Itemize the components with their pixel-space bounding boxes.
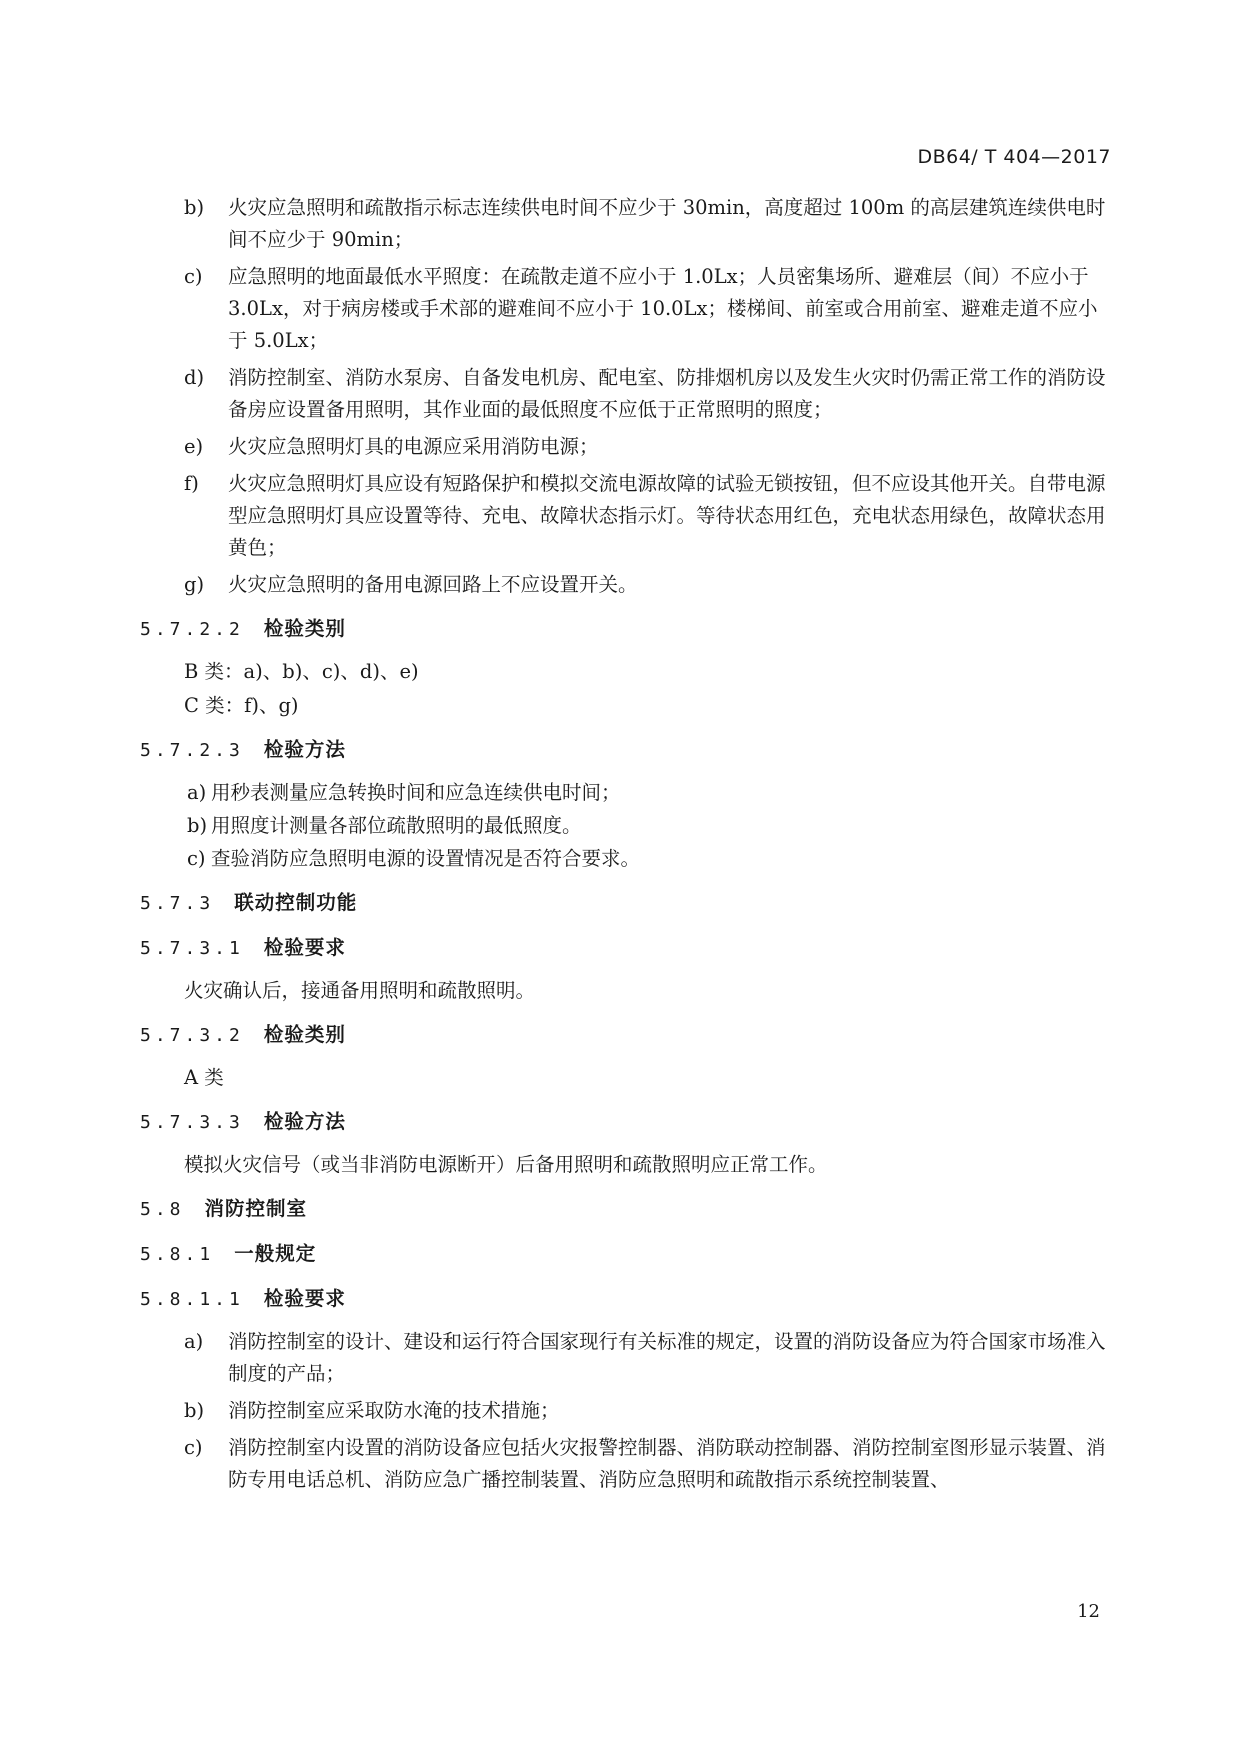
list-marker: d) <box>184 366 205 389</box>
requirement-text: 火灾确认后，接通备用照明和疏散照明。 <box>184 979 536 1002</box>
section-number: 5.7.3 <box>140 893 215 914</box>
section-heading-5-7-3-3 <box>140 1106 1112 1139</box>
method-item-a <box>140 777 1112 809</box>
list-marker: a) <box>187 781 207 804</box>
category-text: A 类 <box>184 1066 224 1089</box>
section-heading-5-8-1-1 <box>140 1283 1112 1316</box>
list-text: 应急照明的地面最低水平照度：在疏散走道不应小于 1.0Lx；人员密集场所、避难层（间）不应小于 3.0Lx，对于病房楼或手术部的避难间不应小于 10.0Lx；楼梯间、前室或合用前室、避难走道不应小于 5.0Lx； <box>228 265 1098 352</box>
list-text: 火灾应急照明灯具应设有短路保护和模拟交流电源故障的试验无锁按钮，但不应设其他开关。自带电源型应急照明灯具应设置等待、充电、故障状态指示灯。等待状态用红色，充电状态用绿色，故障状态用黄色； <box>228 472 1106 559</box>
section-title: 一般规定 <box>234 1242 317 1265</box>
list-marker: c) <box>184 265 203 288</box>
section-number: 5.7.2.2 <box>140 619 244 640</box>
section-heading-5-7-2-2 <box>140 613 1112 646</box>
list-item-e <box>140 431 1112 463</box>
list-marker: e) <box>184 435 204 458</box>
list-marker: c) <box>184 1436 203 1459</box>
section-heading-5-8 <box>140 1193 1112 1226</box>
list-item-c <box>140 261 1112 357</box>
section-heading-5-8-1 <box>140 1238 1112 1271</box>
section-title: 检验要求 <box>263 1287 346 1310</box>
list-item-g <box>140 569 1112 601</box>
section-number: 5.7.2.3 <box>140 740 244 761</box>
section-title: 检验方法 <box>263 1110 346 1133</box>
section-number: 5.8.1.1 <box>140 1289 244 1310</box>
section-number: 5.8 <box>140 1199 185 1220</box>
document-code: DB64/ T 404—2017 <box>917 146 1111 168</box>
list-text: 火灾应急照明的备用电源回路上不应设置开关。 <box>228 573 638 596</box>
requirement-item-a <box>140 1326 1112 1390</box>
section-title: 检验方法 <box>263 738 346 761</box>
list-text: 消防控制室应采取防水淹的技术措施； <box>228 1399 560 1422</box>
list-text: 查验消防应急照明电源的设置情况是否符合要求。 <box>211 847 641 870</box>
section-number: 5.7.3.2 <box>140 1025 244 1046</box>
section-heading-5-7-2-3 <box>140 734 1112 767</box>
list-text: 消防控制室的设计、建设和运行符合国家现行有关标准的规定，设置的消防设备应为符合国家市场准入制度的产品； <box>228 1330 1106 1385</box>
list-marker: f) <box>184 472 199 495</box>
method-item-b <box>140 810 1112 842</box>
list-item-d <box>140 362 1112 426</box>
section-title: 消防控制室 <box>204 1197 308 1220</box>
list-text: 消防控制室、消防水泵房、自备发电机房、配电室、防排烟机房以及发生火灾时仍需正常工作的消防设备房应设置备用照明，其作业面的最低照度不应低于正常照明的照度； <box>228 366 1106 421</box>
method-item-c <box>140 843 1112 875</box>
list-item-b <box>140 192 1112 256</box>
list-text: 火灾应急照明灯具的电源应采用消防电源； <box>228 435 599 458</box>
section-number: 5.7.3.3 <box>140 1112 244 1133</box>
list-text: 用秒表测量应急转换时间和应急连续供电时间； <box>211 781 621 804</box>
list-text: 火灾应急照明和疏散指示标志连续供电时间不应少于 30min，高度超过 100m 的高层建筑连续供电时间不应少于 90min； <box>228 196 1106 251</box>
list-marker: c) <box>187 847 206 870</box>
section-heading-5-7-3 <box>140 887 1112 920</box>
category-line-b: B 类：a)、b)、c)、d)、e) <box>184 660 419 683</box>
section-title: 检验类别 <box>263 617 346 640</box>
page-content <box>140 192 1112 1501</box>
list-marker: b) <box>184 1399 205 1422</box>
section-heading-5-7-3-1 <box>140 932 1112 965</box>
category-line-c: C 类：f)、g) <box>184 694 299 717</box>
list-text: 用照度计测量各部位疏散照明的最低照度。 <box>211 814 582 837</box>
section-title: 检验类别 <box>263 1023 346 1046</box>
page-number: 12 <box>1077 1601 1100 1622</box>
section-number: 5.7.3.1 <box>140 938 244 959</box>
requirement-item-b <box>140 1395 1112 1427</box>
requirement-item-c <box>140 1432 1112 1496</box>
method-text: 模拟火灾信号（或当非消防电源断开）后备用照明和疏散照明应正常工作。 <box>184 1153 828 1176</box>
list-marker: b) <box>187 814 208 837</box>
section-heading-5-7-3-2 <box>140 1019 1112 1052</box>
section-title: 检验要求 <box>263 936 346 959</box>
list-marker: a) <box>184 1330 204 1353</box>
list-marker: b) <box>184 196 205 219</box>
list-item-f <box>140 468 1112 564</box>
list-marker: g) <box>184 573 205 596</box>
list-text: 消防控制室内设置的消防设备应包括火灾报警控制器、消防联动控制器、消防控制室图形显示装置、消防专用电话总机、消防应急广播控制装置、消防应急照明和疏散指示系统控制装置、 <box>228 1436 1106 1491</box>
section-number: 5.8.1 <box>140 1244 215 1265</box>
section-title: 联动控制功能 <box>234 891 358 914</box>
